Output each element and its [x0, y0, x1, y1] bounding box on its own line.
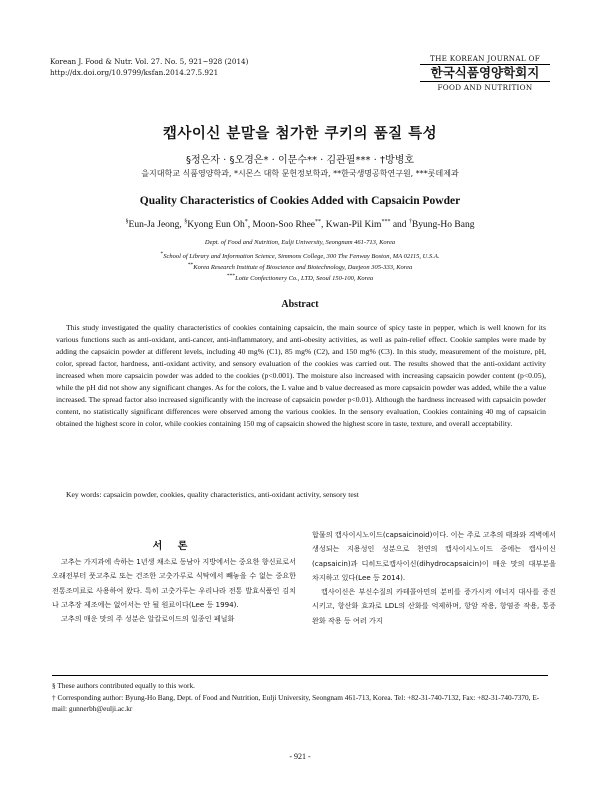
doi-link[interactable]: http://dx.doi.org/10.9799/ksfan.2014.27.5.921 [50, 68, 219, 77]
author-sup: * [244, 219, 248, 225]
author-name: , Moon-Soo Rhee [247, 220, 316, 231]
footnotes [52, 680, 548, 715]
logo-line-korean: 한국식품영양학회지 [430, 65, 540, 80]
footnote-divider [52, 675, 548, 676]
author-name: and [390, 220, 409, 231]
author-sup: *** [381, 219, 391, 225]
english-authors [0, 219, 600, 230]
english-affiliation [0, 271, 600, 284]
affiliation-text: Korea Research Institute of Bioscience and Biotechnology, Daejeon 305-333, Korea [193, 264, 413, 272]
affiliation-sup: * [160, 251, 164, 257]
korean-authors: §정은자 · §오경은* · 이문수** · 김관필*** · †방병호 [185, 155, 415, 166]
section-heading-introduction: 서 론 [152, 541, 194, 552]
author-name: , Kwan-Pil Kim [321, 220, 382, 231]
affiliation-text: Dept. of Food and Nutrition, Eulji University, Seongnam 461-713, Korea [204, 239, 396, 246]
affiliation-sup: ** [187, 262, 194, 268]
logo-line-bottom: FOOD AND NUTRITION [420, 81, 550, 92]
journal-citation-block [50, 56, 248, 78]
abstract-body: This study investigated the quality characteristics of cookies containing capsaicin, the main source of spicy taste in pepper, which is well known for its various functions such as anti-oxidant, anti-cancer, anti-inflammatory, and anti-obesity activities, as well as pain-relief effect. Cookie samples were made by adding the capsaicin powder at different levels, including 40 mg% (C1), 85 mg% (C2), and 150 mg% (C3). In this study, measurement of the moisture, pH, color, spread factor, hardness, anti-oxidant activity, and sensory evaluation of the cookies was carried out. The results showed that the anti-oxidant activity increased when more capsaicin powder was added to the cookies (p<0.001). The moisture also increased with increasing capsaicin powder content (p<0.05), while the pH did not show any significant changes. As for the colors, the L value and b value decreased as more capsaicin powder was added, while the a value increased. The spread factor also increased significantly with the increase of capsaicin powder p<0.01). Although the hardness increased with capsaicin powder content, no statistically significant differences were observed among the various cookies. In the sensory evaluation, Cookies containing 40 mg of capsaicin obtained the highest score in color, while cookies containing 150 mg of capsaicin showed the highest score in taste, texture, and overall acceptability. [56, 323, 546, 428]
logo-line-top: THE KOREAN JOURNAL OF [420, 54, 550, 65]
korean-title: 캡사이신 분말을 첨가한 쿠키의 품질 특성 [162, 126, 438, 142]
affiliation-sup: *** [226, 273, 236, 279]
page-number: - 921 - [289, 752, 311, 761]
author-sup: ** [315, 219, 322, 225]
paragraph: 캡사이신은 부신수질의 카테콜아민의 분비를 증가시켜 에너지 대사를 증진시키고, 항산화 효과로 LDL의 산화를 억제하며, 항암 작용, 항염증 작용, 통증 완화 작용 등 여러 가지 [312, 587, 556, 625]
author-name: Kyong Eun Oh [187, 220, 245, 231]
column-right [312, 528, 556, 628]
paragraph: 합물의 캡사이시노이드(capsaicinoid)이다. 이는 주로 고추의 태좌와 격벽에서 생성되는 지용성인 성분으로 천연의 캡사이시노이드 중에는 캡사이신(capsaicin)과 디히드로캡사이신(dihydrocapsaicin)이 매운 맛의 대부분을 차지하고 있다(Lee 등 2014). [312, 530, 556, 582]
footnote-corresponding-author: † Corresponding author: Byung-Ho Bang, Dept. of Food and Nutrition, Eulji University, Seongnam 461-713, Korea. Tel: +82-31-740-7132, Fax: +82-31-740-7370, E-mail: gunnerbh@eulji.ac.kr [52, 692, 540, 713]
author-name: Byung-Ho Bang [411, 220, 475, 231]
journal-logo [420, 54, 550, 92]
author-sup: § [125, 219, 129, 225]
footnote-equal-contribution: § These authors contributed equally to this work. [52, 681, 195, 690]
korean-affiliations: 을지대학교 식품영양학과, *시몬스 대학 문헌정보학과, **한국생명공학연구원, ***롯데제과 [141, 169, 459, 178]
affiliation-text: School of Library and Information Science, Simmons College, 300 The Fenway Boston, MA 02115, U.S.A. [163, 253, 440, 261]
affiliation-text: Lotte Confectionery Co., LTD, Seoul 150-100, Korea [235, 275, 374, 283]
author-sup: † [408, 219, 412, 225]
abstract-heading: Abstract [281, 299, 319, 310]
english-affiliation [0, 238, 600, 248]
english-title: Quality Characteristics of Cookies Added with Capsaicin Powder [139, 195, 461, 207]
paragraph: 고추의 매운 맛의 주 성분은 알칼로이드의 일종인 페닐화 [61, 614, 235, 624]
journal-citation: Korean J. Food & Nutr. Vol. 27. No. 5, 921~928 (2014) [50, 57, 249, 66]
column-left [52, 555, 296, 626]
author-name: Eun-Ja Jeong, [128, 220, 185, 231]
keywords: Key words: capsaicin powder, cookies, quality characteristics, anti-oxidant activity, sensory test [66, 490, 359, 499]
paragraph: 고추는 가지과에 속하는 1년생 채소로 동남아 지방에서는 중요한 향신료로서 오래전부터 풋고추로 또는 건조한 고춧가루로 식탁에서 빼놓을 수 없는 중요한 전통조미료로 사용하여 왔다. 특히 고춧가루는 우리나라 전통 발효식품인 김치나 고추장 제조에는 없어서는 안 될 원료이다(Lee 등 1994). [52, 557, 296, 609]
author-sup: § [184, 219, 188, 225]
